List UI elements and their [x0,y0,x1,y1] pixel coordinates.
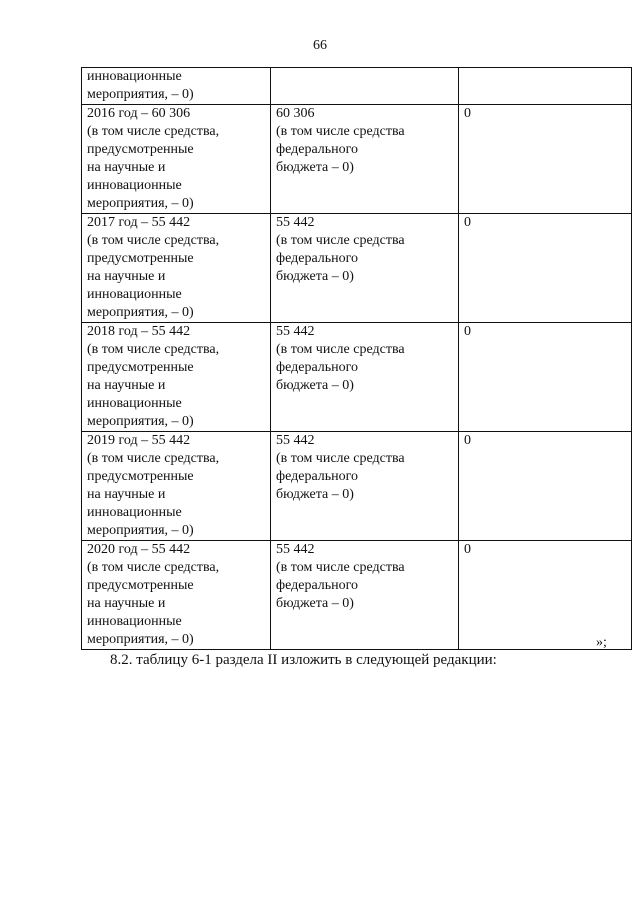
cell-line: (в том числе средства, [87,342,220,357]
cell-line: на научные и [87,269,166,284]
table-cell-regional-funding [271,68,459,105]
table-row [82,68,632,105]
cell-line: предусмотренные [87,142,194,157]
cell-line: (в том числе средства, [87,560,220,575]
table-cell-other-funding [459,214,632,323]
cell-line: мероприятия, – 0) [87,305,194,320]
cell-line: бюджета – 0) [276,269,354,284]
cell-line: федерального [276,142,359,157]
cell-line: мероприятия, – 0) [87,87,194,102]
cell-line: на научные и [87,160,166,175]
table-cell-regional-funding [271,432,459,541]
cell-line: 55 442 [276,324,315,339]
cell-line: 2019 год – 55 442 [87,433,191,448]
cell-line: 55 442 [276,433,315,448]
cell-line: федерального [276,578,359,593]
cell-line: мероприятия, – 0) [87,632,194,647]
table-cell-other-funding [459,432,632,541]
cell-line: 55 442 [276,215,315,230]
table-row [82,432,632,541]
cell-line: на научные и [87,378,166,393]
table-cell-total-funding [82,214,271,323]
cell-line: мероприятия, – 0) [87,523,194,538]
cell-line: предусмотренные [87,251,194,266]
cell-line: (в том числе средства, [87,451,220,466]
table-cell-other-funding [459,323,632,432]
cell-line: инновационные [87,396,182,411]
table-cell-other-funding [459,541,632,650]
table-cell-regional-funding [271,323,459,432]
cell-line: (в том числе средства, [87,233,220,248]
cell-line: инновационные [87,287,182,302]
cell-line: 0 [464,324,471,339]
closing-quote: »; [596,635,607,650]
cell-line: федерального [276,360,359,375]
cell-line: (в том числе средства, [87,124,220,139]
cell-line: 0 [464,215,471,230]
cell-line: 55 442 [276,542,315,557]
cell-line: федерального [276,251,359,266]
funding-table [81,67,632,650]
table-cell-other-funding [459,105,632,214]
table-cell-total-funding [82,105,271,214]
cell-line: федерального [276,469,359,484]
table-cell-regional-funding [271,541,459,650]
cell-line: (в том числе средства [276,124,405,139]
amendment-paragraph: 8.2. таблицу 6-1 раздела II изложить в следующей редакции: [110,652,497,668]
cell-line: 0 [464,542,471,557]
cell-line: на научные и [87,487,166,502]
cell-line: предусмотренные [87,360,194,375]
cell-line: мероприятия, – 0) [87,196,194,211]
cell-line: инновационные [87,505,182,520]
table-row [82,214,632,323]
cell-line: (в том числе средства [276,560,405,575]
cell-line: инновационные [87,178,182,193]
cell-line: 0 [464,433,471,448]
cell-line: (в том числе средства [276,451,405,466]
cell-line: 2016 год – 60 306 [87,106,191,121]
table-row [82,541,632,650]
cell-line: бюджета – 0) [276,487,354,502]
cell-line: предусмотренные [87,578,194,593]
cell-line: 2018 год – 55 442 [87,324,191,339]
cell-line: на научные и [87,596,166,611]
table-row [82,323,632,432]
table-cell-total-funding [82,68,271,105]
cell-line: бюджета – 0) [276,596,354,611]
cell-line: инновационные [87,614,182,629]
cell-line: (в том числе средства [276,342,405,357]
table-cell-total-funding [82,323,271,432]
cell-line: 0 [464,106,471,121]
cell-line: бюджета – 0) [276,378,354,393]
cell-line: предусмотренные [87,469,194,484]
cell-line: 60 306 [276,106,315,121]
table-cell-total-funding [82,432,271,541]
cell-line: 2017 год – 55 442 [87,215,191,230]
cell-line: бюджета – 0) [276,160,354,175]
table-cell-total-funding [82,541,271,650]
cell-line: инновационные [87,69,182,84]
table-row [82,105,632,214]
cell-line: мероприятия, – 0) [87,414,194,429]
table-cell-regional-funding [271,105,459,214]
page-number: 66 [313,38,327,53]
table-cell-regional-funding [271,214,459,323]
cell-line: 2020 год – 55 442 [87,542,191,557]
table-cell-other-funding [459,68,632,105]
cell-line: (в том числе средства [276,233,405,248]
